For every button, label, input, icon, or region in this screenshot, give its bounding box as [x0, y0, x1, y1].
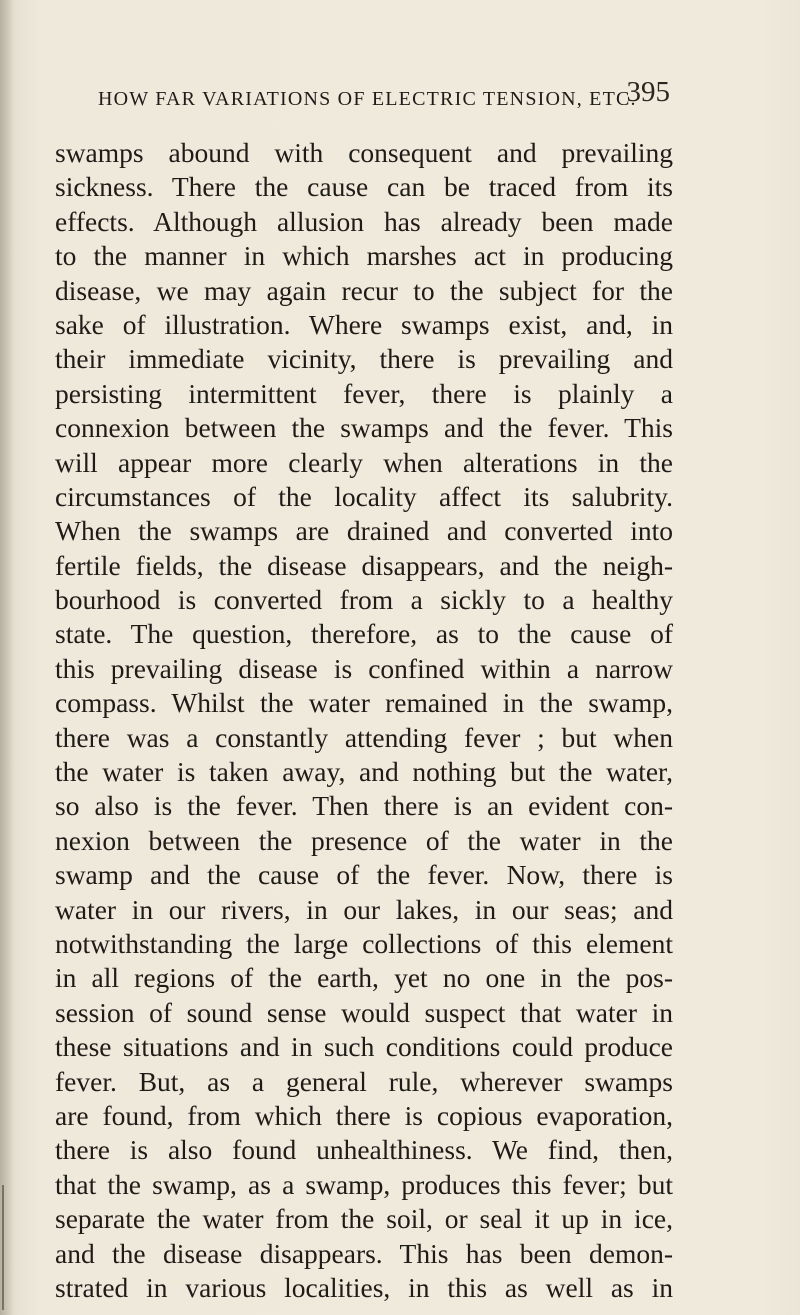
running-title: HOW FAR VARIATIONS OF ELECTRIC TENSION, ETC. — [98, 88, 637, 110]
text-line: the water is taken away, and nothing but the water, — [55, 756, 673, 788]
text-line: fever. But, as a general rule, wherever swamps — [55, 1065, 673, 1097]
text-line: fertile fields, the disease disappears, and the neigh- — [55, 549, 673, 581]
running-head — [98, 76, 668, 116]
text-line: and the disease disappears. This has been demon- — [55, 1237, 673, 1269]
text-line: compass. Whilst the water remained in the swamp, — [55, 687, 673, 719]
text-line: connexion between the swamps and the fever. This — [55, 412, 673, 444]
text-line: in all regions of the earth, yet no one in the pos- — [55, 962, 673, 994]
text-line: so also is the fever. Then there is an evident con- — [55, 790, 673, 822]
body-text — [55, 136, 673, 1305]
text-line: circumstances of the locality affect its salubrity. — [55, 480, 673, 512]
text-line: to the manner in which marshes act in producing — [55, 240, 673, 272]
text-line: their immediate vicinity, there is prevailing and — [55, 343, 673, 375]
text-line: this prevailing disease is confined within a narrow — [55, 652, 673, 684]
text-line: there was a constantly attending fever ; but when — [55, 721, 673, 753]
text-line: state. The question, therefore, as to the cause of — [55, 618, 673, 650]
text-line: are found, from which there is copious evaporation, — [55, 1099, 673, 1131]
text-line: bourhood is converted from a sickly to a healthy — [55, 584, 673, 616]
spine-shadow — [0, 0, 14, 1315]
text-line: disease, we may again recur to the subject for the — [55, 274, 673, 306]
text-line: When the swamps are drained and converted into — [55, 515, 673, 547]
margin-mark — [2, 1185, 4, 1310]
text-line: that the swamp, as a swamp, produces this fever; but — [55, 1168, 673, 1200]
text-line: notwithstanding the large collections of this element — [55, 927, 673, 959]
text-line: separate the water from the soil, or seal it up in ice, — [55, 1203, 673, 1235]
text-line: sickness. There the cause can be traced from its — [55, 171, 673, 203]
text-line: swamp and the cause of the fever. Now, there is — [55, 859, 673, 891]
page-number: 395 — [626, 76, 670, 108]
text-line: nexion between the presence of the water in the — [55, 824, 673, 856]
text-line: these situations and in such conditions could produce — [55, 1031, 673, 1063]
text-line: there is also found unhealthiness. We find, then, — [55, 1134, 673, 1166]
text-line: swamps abound with consequent and prevailing — [55, 137, 673, 168]
text-line: strated in various localities, in this as well as in — [55, 1271, 673, 1303]
text-line: water in our rivers, in our lakes, in our seas; and — [55, 893, 673, 925]
text-line: session of sound sense would suspect that water in — [55, 996, 673, 1028]
text-line: will appear more clearly when alterations in the — [55, 446, 673, 478]
text-line: sake of illustration. Where swamps exist, and, in — [55, 308, 673, 340]
text-line: persisting intermittent fever, there is plainly a — [55, 377, 673, 409]
text-line: effects. Although allusion has already been made — [55, 205, 673, 237]
